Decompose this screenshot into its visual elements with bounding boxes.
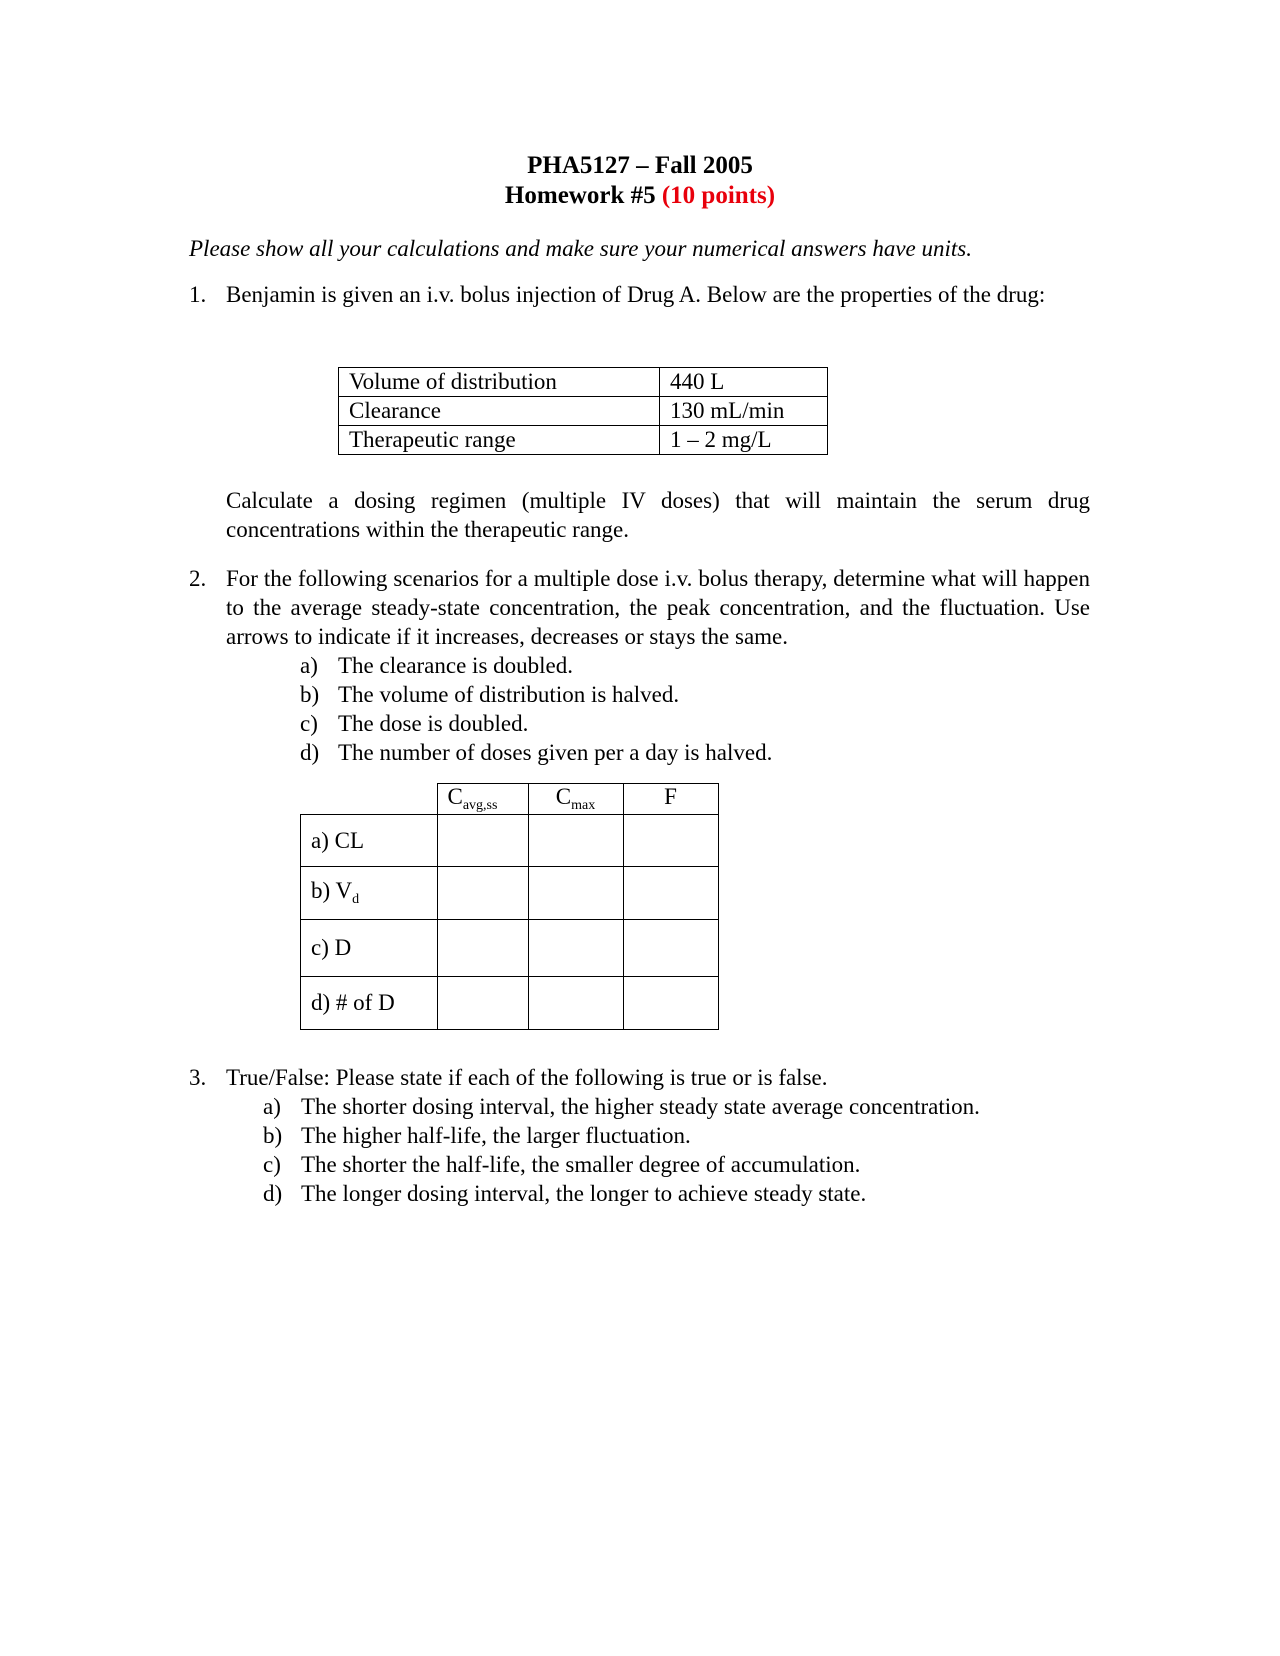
answer-cell (623, 815, 718, 867)
q2-item-label: c) (300, 711, 318, 736)
answer-cell (528, 977, 623, 1030)
q3-text: True/False: Please state if each of the following is true or is false. (226, 1065, 828, 1090)
q2-item-label: d) (300, 740, 320, 765)
row-label: c) D (301, 920, 438, 977)
col-header-cavg: $C_{avg,ss}$ (437, 784, 528, 815)
q2-text: For the following scenarios for a multiple dose i.v. bolus therapy, determine what will happen to the average steady-state concentration, the peak concentration, and the fluctuation. Use arrows to indicate if it increases, decreases or stays the same. (226, 566, 1090, 649)
q3-item-label: a) (263, 1094, 281, 1119)
table-header-row (301, 784, 719, 815)
table-row (339, 397, 828, 426)
property-value: 130 mL/min (660, 397, 828, 426)
q1-text: Benjamin is given an i.v. bolus injection of Drug A. Below are the properties of the drug: (226, 282, 1046, 307)
property-value: 1 – 2 mg/L (660, 426, 828, 455)
row-label: d) # of D (301, 977, 438, 1030)
q2-number: 2. (189, 566, 207, 591)
col-header-cmax: $C_{max}$ (528, 784, 623, 815)
scenario-table (300, 783, 719, 1030)
answer-cell (437, 867, 528, 920)
row-label: b) $V_d$ (301, 867, 438, 920)
answer-cell (623, 977, 718, 1030)
instruction: Please show all your calculations and make sure your numerical answers have units. (189, 236, 972, 261)
answer-cell (623, 867, 718, 920)
answer-cell (528, 815, 623, 867)
table-row (301, 815, 719, 867)
answer-cell (528, 920, 623, 977)
answer-cell (528, 867, 623, 920)
q2-item-label: b) (300, 682, 320, 707)
table-row (301, 920, 719, 977)
q2-item-text: The volume of distribution is halved. (338, 682, 680, 707)
property-name: Clearance (339, 397, 660, 426)
q3-item-label: b) (263, 1123, 283, 1148)
points-label: (10 points) (661, 182, 776, 209)
q2-item-text: The clearance is doubled. (338, 653, 573, 678)
answer-cell (437, 920, 528, 977)
answer-cell (623, 920, 718, 977)
q3-item-text: The longer dosing interval, the longer to achieve steady state. (301, 1181, 867, 1206)
table-row (301, 867, 719, 920)
q3-item-text: The shorter dosing interval, the higher steady state average concentration. (301, 1094, 980, 1119)
q1-number: 1. (189, 282, 207, 307)
q2-item-text: The dose is doubled. (338, 711, 529, 736)
property-value: 440 L (660, 368, 828, 397)
table-row (301, 977, 719, 1030)
homework-label: Homework #5 (504, 182, 656, 209)
homework-title (0, 181, 1280, 211)
table-row (339, 426, 828, 455)
answer-cell (437, 977, 528, 1030)
q2-item-label: a) (300, 653, 318, 678)
row-label: a) CL (301, 815, 438, 867)
property-name: Volume of distribution (339, 368, 660, 397)
q1-task: Calculate a dosing regimen (multiple IV doses) that will maintain the serum drug concentrations within the therapeutic range. (226, 488, 1090, 542)
q3-item-label: c) (263, 1152, 281, 1177)
drug-properties-table (338, 367, 828, 455)
course-title: PHA5127 – Fall 2005 (527, 152, 753, 179)
q3-item-text: The higher half-life, the larger fluctuation. (301, 1123, 691, 1148)
q3-item-text: The shorter the half-life, the smaller degree of accumulation. (301, 1152, 861, 1177)
answer-cell (437, 815, 528, 867)
q3-number: 3. (189, 1065, 207, 1090)
table-row (339, 368, 828, 397)
property-name: Therapeutic range (339, 426, 660, 455)
q3-item-label: d) (263, 1181, 283, 1206)
col-header-f: F (623, 784, 718, 815)
q2-item-text: The number of doses given per a day is halved. (338, 740, 773, 765)
table-corner (301, 784, 438, 815)
